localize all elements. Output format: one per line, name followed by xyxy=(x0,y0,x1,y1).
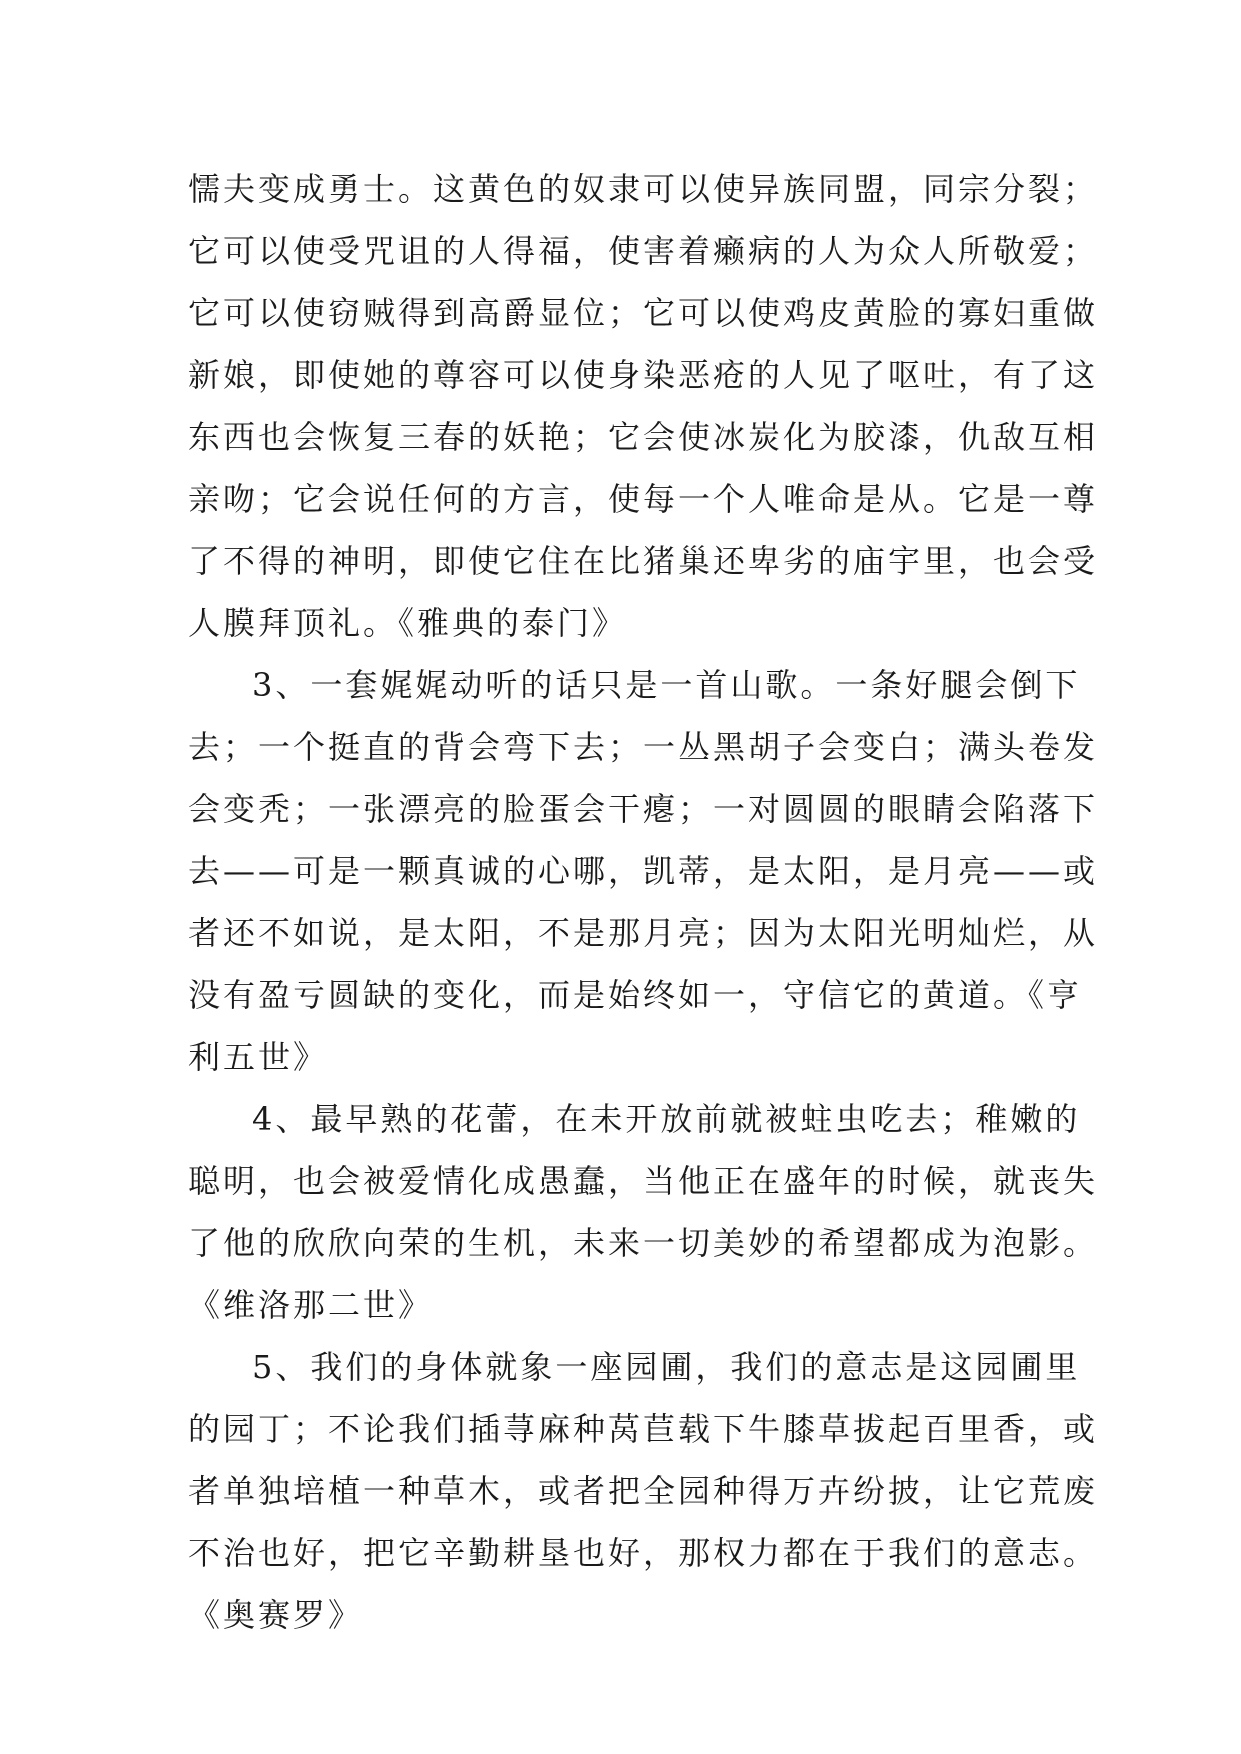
text-line: 了他的欣欣向荣的生机，未来一切美妙的希望都成为泡影。 xyxy=(188,1224,1099,1262)
text-line: 去——可是一颗真诚的心哪，凯蒂，是太阳，是月亮——或 xyxy=(188,852,1099,890)
text-line: 《维洛那二世》 xyxy=(188,1286,434,1324)
text-line: 去；一个挺直的背会弯下去；一丛黑胡子会变白；满头卷发 xyxy=(188,728,1099,766)
text-line: 不治也好，把它辛勤耕垦也好，那权力都在于我们的意志。 xyxy=(188,1534,1099,1572)
text-line: 新娘，即使她的尊容可以使身染恶疮的人见了呕吐，有了这 xyxy=(188,356,1099,394)
paragraph-start-4: 4、最早熟的花蕾，在未开放前就被蛀虫吃去；稚嫩的 xyxy=(252,1100,1081,1138)
text-line: 的园丁；不论我们插荨麻种莴苣载下牛膝草拔起百里香，或 xyxy=(188,1410,1099,1448)
text-line: 者单独培植一种草木，或者把全园种得万卉纷披，让它荒废 xyxy=(188,1472,1099,1510)
paragraph-start-3: 3、一套娓娓动听的话只是一首山歌。一条好腿会倒下 xyxy=(252,666,1081,704)
text-line: 会变秃；一张漂亮的脸蛋会干瘪；一对圆圆的眼睛会陷落下 xyxy=(188,790,1099,828)
text-line: 人膜拜顶礼。《雅典的泰门》 xyxy=(188,604,628,642)
text-line: 了不得的神明，即使它住在比猪巢还卑劣的庙宇里，也会受 xyxy=(188,542,1099,580)
paragraph-start-5: 5、我们的身体就象一座园圃，我们的意志是这园圃里 xyxy=(252,1348,1081,1386)
text-line: 《奥赛罗》 xyxy=(188,1596,364,1634)
text-line: 东西也会恢复三春的妖艳；它会使冰炭化为胶漆，仇敌互相 xyxy=(188,418,1099,456)
body-text xyxy=(188,158,1099,1646)
text-line: 它可以使受咒诅的人得福，使害着癞病的人为众人所敬爱； xyxy=(188,232,1099,270)
text-line: 它可以使窃贼得到高爵显位；它可以使鸡皮黄脸的寡妇重做 xyxy=(188,294,1099,332)
text-line: 没有盈亏圆缺的变化，而是始终如一，守信它的黄道。《亨 xyxy=(188,976,1083,1014)
text-line: 懦夫变成勇士。这黄色的奴隶可以使异族同盟，同宗分裂； xyxy=(188,170,1099,208)
text-line: 者还不如说，是太阳，不是那月亮；因为太阳光明灿烂，从 xyxy=(188,914,1099,952)
text-line: 利五世》 xyxy=(188,1038,329,1076)
text-line: 亲吻；它会说任何的方言，使每一个人唯命是从。它是一尊 xyxy=(188,480,1099,518)
text-line: 聪明，也会被爱情化成愚蠢，当他正在盛年的时候，就丧失 xyxy=(188,1162,1099,1200)
